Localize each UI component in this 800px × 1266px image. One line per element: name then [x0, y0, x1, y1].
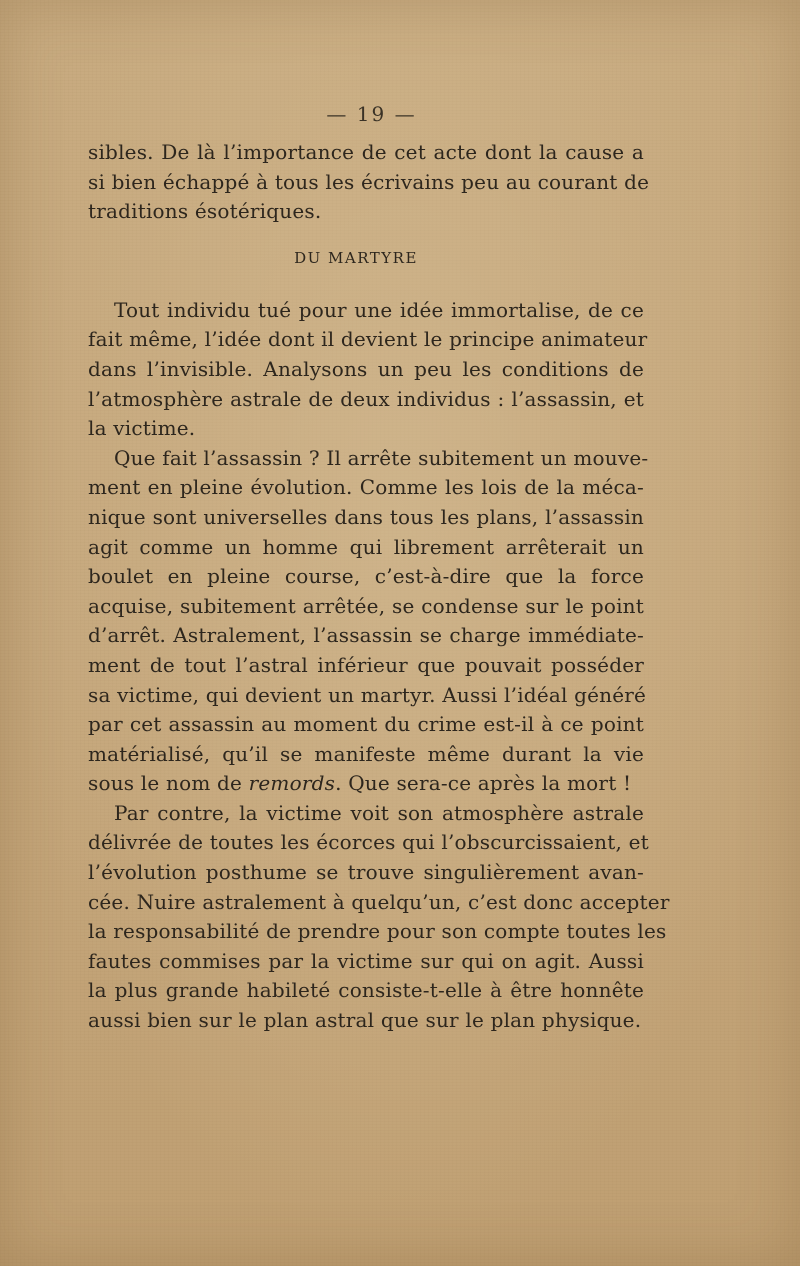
text-line: la responsabilité de prendre pour son compte toutes les [88, 919, 667, 944]
italic-word: remords [248, 771, 336, 796]
text-fragment: . Que sera-ce après la mort ! [335, 771, 632, 796]
text-line: ment de tout l’astral inférieur que pouvait posséder [88, 652, 644, 677]
text-line: cée. Nuire astralement à quelqu’un, c’est donc accepter [88, 889, 670, 914]
text-fragment: sous le nom de [88, 771, 249, 796]
spacer [88, 278, 644, 296]
spacer [88, 227, 644, 238]
text-line: sa victime, qui devient un martyr. Aussi l’idéal généré [88, 682, 647, 707]
text-line: la plus grande habileté consiste-t-elle à être honnête [88, 978, 644, 1003]
text-line: traditions ésotériques. [88, 199, 322, 224]
text-line: agit comme un homme qui librement arrêterait un [88, 534, 644, 559]
text-line: ment en pleine évolution. Comme les lois de la méca- [88, 475, 644, 500]
text-line: aussi bien sur le plan astral que sur le plan physique. [88, 1008, 642, 1033]
text-line: l’évolution posthume se trouve singulièrement avan- [88, 860, 644, 885]
text-line: matérialisé, qu’il se manifeste même durant la vie [88, 741, 644, 766]
text-line: Par contre, la victime voit son atmosphère astrale [114, 800, 644, 825]
text-line: l’atmosphère astrale de deux individus : l’assassin, et [88, 386, 644, 411]
text-line: boulet en pleine course, c’est-à-dire que la force [88, 564, 644, 589]
text-line: d’arrêt. Astralement, l’assassin se charge immédiate- [88, 623, 644, 648]
text-line: acquise, subitement arrêtée, se condense sur le point [88, 593, 644, 618]
paragraph-1 [88, 296, 648, 444]
paragraph-2 [88, 444, 649, 799]
text-line: la victime. [88, 416, 196, 441]
intro-paragraph [88, 138, 650, 227]
text-line: Tout individu tué pour une idée immortalise, de ce [114, 297, 644, 322]
paragraph-3 [88, 799, 670, 1036]
body-text [88, 138, 670, 1036]
text-line: si bien échappé à tous les écrivains peu au courant de [88, 169, 650, 194]
text-line: fautes commises par la victime sur qui on agit. Aussi [88, 948, 644, 973]
text-line: fait même, l’idée dont il devient le principe animateur [88, 327, 648, 352]
text-line: délivrée de toutes les écorces qui l’obscurcissaient, et [88, 830, 649, 855]
text-line: par cet assassin au moment du crime est-il à ce point [88, 712, 644, 737]
page-number: — 19 — [326, 102, 417, 126]
section-heading: DU MARTYRE [294, 248, 418, 267]
text-line: sibles. De là l’importance de cet acte dont la cause a [88, 140, 644, 164]
text-line: nique sont universelles dans tous les plans, l’assassin [88, 504, 644, 529]
text-line [88, 769, 644, 799]
text-line: Que fait l’assassin ? Il arrête subitement un mouve- [114, 445, 649, 470]
text-line: dans l’invisible. Analysons un peu les conditions de [88, 356, 644, 381]
